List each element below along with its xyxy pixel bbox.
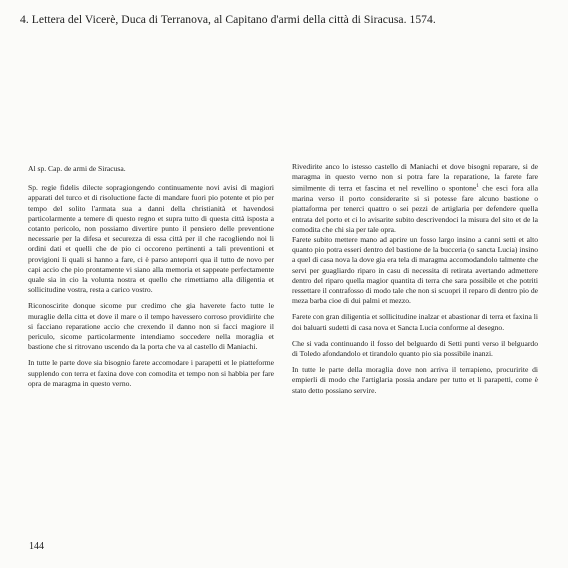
paragraph — [292, 162, 538, 235]
paragraph-text: che esci fora alla marina verso il porto considerarite si si potesse fare alcuno bastione o piattaforma per tenerci quattro o sei pezzi de artiglaria per defendere quella entrata del porto et ci lo avisarite subito descrivendoci la misura del sito et de la comodita che chi sia per tale opra. — [292, 183, 538, 234]
paragraph: Farete subito mettere mano ad aprire un fosso largo insino a canni setti et alto quanto pio potra esseri dentro del bastione de la bucceria (o sancta Lucia) insino a quel di casa nova la dove gia era tela di maragma accomodandolo talmente che servi per guagliardo riparo in casu di necessita di retirata avertando admettere dentro del riparo quella magior quantita di terra che sara possibile et che potriti ressettare il contrafosso di modo tale che non si scuopri il reparo di dentro pio de meza barba cioe di dui palmi et mezzo. — [292, 234, 538, 306]
paragraph: In tutte le parte dove sia bisognio farete accomodare i parapetti et le piatteforme supplendo con terra et faxina dove con comodita et tempo non si habbia per fare opra de maragma in questo verno. — [28, 358, 274, 388]
paragraph: Che si vada continuando il fosso del belguardo di Setti punti verso il belguardo di Toledo afondandolo et tirandolo quanto pio sia possibile inanzi. — [292, 338, 538, 358]
letter-address: Al sp. Cap. de armi de Siracusa. — [28, 164, 126, 173]
paragraph: Riconoscirite donque sicome pur credimo che gia haverete facto tutte le muraglie della citta et dove il mare o il tempo havessero corroso providirite che si facciano reparatione accio che crexendo il danno non si facci magiore il periculo, sicome particolarmente intendiamo soccedere nella moraglia et bastione che si ritrovano uscendo da la porta che va al castello di Maniachi. — [28, 301, 274, 352]
left-column — [28, 164, 274, 395]
paragraph: In tutte le parte della moraglia dove non arriva il terrapieno, procuririte di empierli di modo che l'artiglaria possia andare per tutto et li parapetti, come è stato detto possiano servire. — [292, 365, 538, 395]
paragraph-text: Rivedirite anco lo istesso castello di Maniachi et dove bisogni reparare, si de maragma in questo verno non si potra fare la reparatione, la farete fare similmente di terra et fascina et nel revellino o spontone — [292, 162, 538, 193]
right-column — [292, 162, 538, 402]
paragraph: Farete con gran diligentia et sollicitudine inalzar et abastionar di terra et faxina li doi baluarti sudetti di casa nova et Sancta Lucia conforme al desegno. — [292, 312, 538, 332]
footnote-marker: 1 — [476, 184, 479, 190]
page-number: 144 — [29, 541, 44, 552]
document-title: 4. Lettera del Vicerè, Duca di Terranova, al Capitano d'armi della città di Siracusa. 1574. — [20, 13, 436, 26]
paragraph: Sp. regie fidelis dilecte sopragiongendo continuamente novi avisi di magiori apparati del turco et di risoluctione facte di mandare fuori pio potente et pio per tempo del solito l'armata sua a danni della christianità et havendosi particolarmente a temere di questo regno et supra tutto di questa città isposta a cotanto pericolo, non possiamo divertire punto il pensiero delle preventione necessarie per la difesa et securezza di essa città per il che racogliendo noi li ordini dati et quelli che de pio ci occoreno pertinenti a tali preventioni et provigioni li quali si hanno a fare, ci è parso anteporri qua il tutto de novo per capi accio che pio prontamente vi siano alla memoria et sappeate perfectamente quale sia in cio la volunta nostra et quello che rimettiamo alla diligentia et sollicitudine vostra, resta a carico vostro. — [28, 183, 274, 295]
